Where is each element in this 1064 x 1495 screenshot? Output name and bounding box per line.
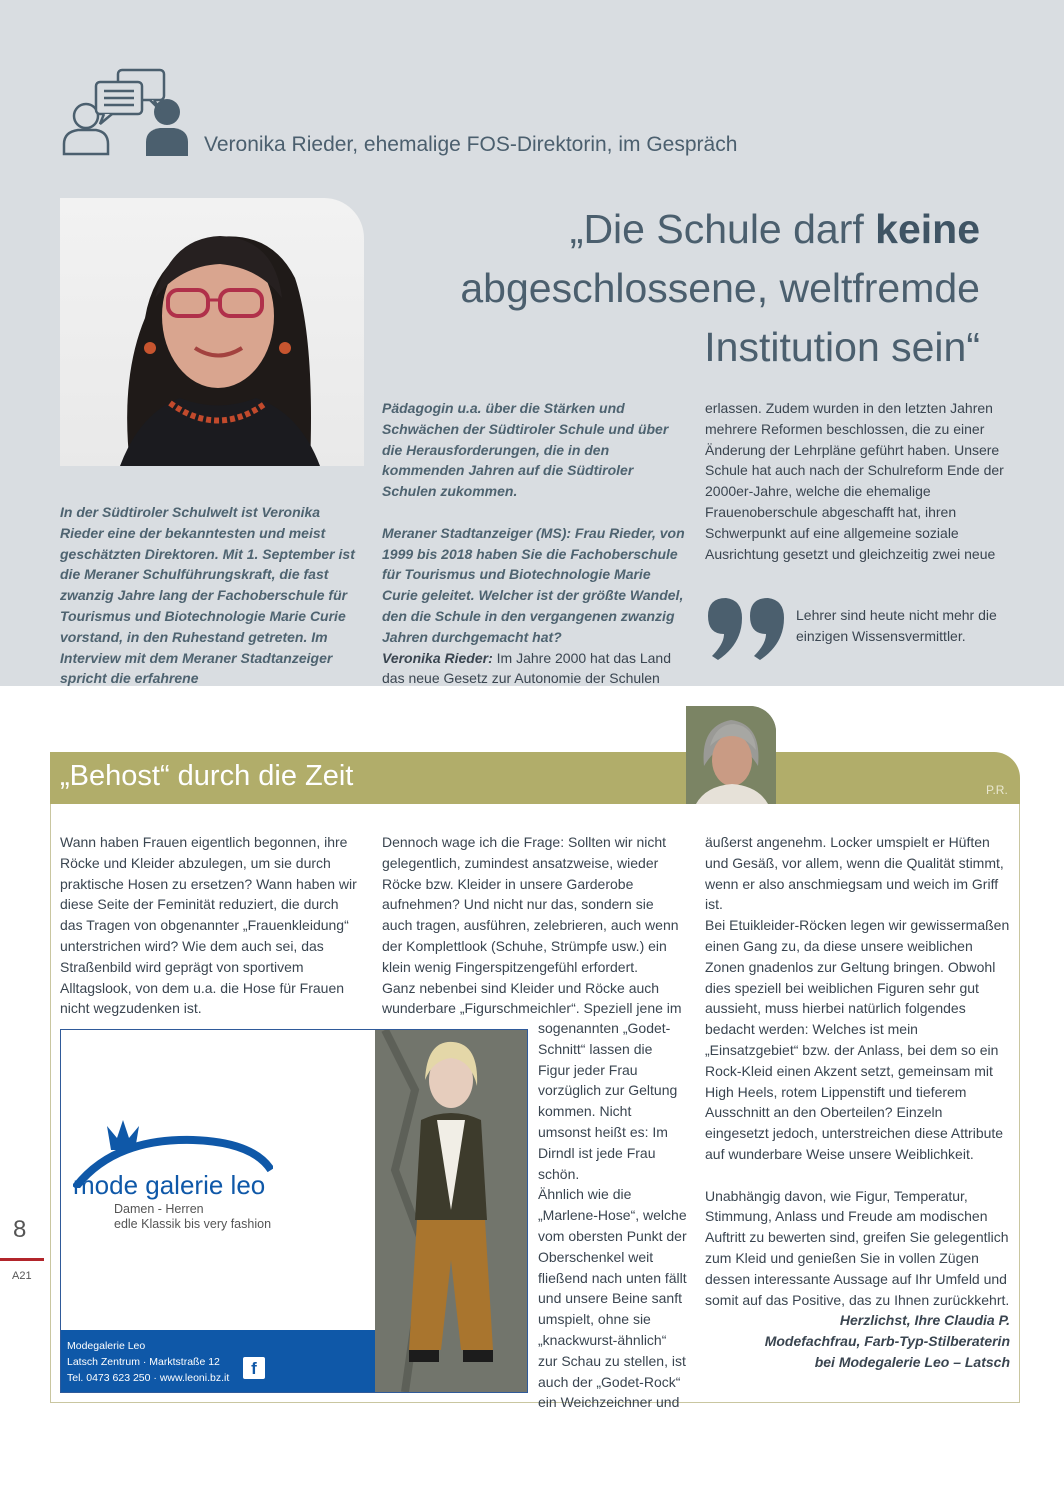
column-3-paragraph-1: äußerst angenehm. Locker umspielt er Hüften und Gesäß, vor allem, wenn die Qualität stimmt, wenn er also anschmiegsam und weich im Griff ist. [705,834,1004,913]
title-bold: keine [875,206,980,252]
signature-line-1: Herzlichst, Ihre Claudia P. [839,1312,1010,1329]
ad-subtitle-1: Damen - Herren [114,1202,204,1216]
speaker-label: Veronika Rieder: [382,649,493,666]
column-2-paragraph-1: Dennoch wage ich die Frage: Sollten wir nicht gelegentlich, zumindest ansatzweise, wieder Röcke bzw. Kleider in unsere Garderobe aufnehmen? Und nicht nur das, sondern sie auch tragen, ausführen, zelebrieren, auch wenn der Komplettlook (Schuhe, Strümpfe usw.) ein klein wenig Fingerspitzengefühl erfordert. [382,834,679,975]
ad-model-photo [375,1030,527,1392]
ad-footer-line-1: Modegalerie Leo [67,1340,146,1352]
article-column-1 [60,832,360,1019]
article-column-3 [705,832,1010,1373]
facebook-icon[interactable]: f [243,1357,265,1379]
advertisement-mode-galerie-leo[interactable] [60,1029,528,1393]
intro-mid-1: Pädagogin u.a. über die Stärken und Schwächen der Südtiroler Schule und über die Herausforderungen, die in den kommenden Jahren auf die Südtiroler Schulen zukommen. [382,400,669,500]
article-title: „Behost“ durch die Zeit [60,760,354,792]
answer-start: Im Jahre 2000 hat das Land das neue Gesetz zur Autonomie der Schulen [382,649,671,687]
interview-answer [382,648,688,690]
signature-line-2: Modefachfrau, Farb-Typ-Stilberaterin [764,1333,1010,1350]
column-1-text: Wann haben Frauen eigentlich begonnen, ihre Röcke und Kleider abzulegen, um sie durch praktische Hosen zu ersetzen? Wann haben wir diese Seite der Feminität reduziert, die durch das Tragen von obgenannter „Frauenkleidung“ unterstrichen wird? Wie dem auch sei, das Straßenbild wird geprägt von sportivem Alltagslook, von dem u.a. die Hose für Frauen nicht wegzudenken ist. [60,834,357,1017]
title-part-2: abgeschlossene, weltfremde Institution sein“ [460,265,980,370]
portrait-photo [60,198,364,466]
title-part-1: „Die Schule darf [569,206,876,252]
interview-header: Veronika Rieder, ehemalige FOS-Direktorin, im Gespräch [204,133,738,156]
article-column-2-narrow [538,1018,688,1413]
intro-mid-column [382,398,688,689]
pull-quote: Lehrer sind heute nicht mehr die einzigen Wissensvermittler. [796,607,997,644]
ad-footer [61,1330,375,1392]
column-3-paragraph-2: Bei Etuikleider-Röcken legen wir gewissermaßen einen Gang zu, da diese unsere weiblichen Zonen gnadenlos zur Geltung bringen. Obwohl dies speziell bei weiblichen Figuren sehr gut aussieht, muss hierbei natürlich folgendes bedacht werden: Welches ist mein „Einsatzgebiet“ bzw. der Anlass, bei dem so ein Rock-Kleid einen Akzent setzt, gemeinsam mit High Heels, rotem Lippenstift und tieferem Ausschnitt an den Oberteilen? Einzeln eingesetzt jedoch, unterstreichen diese Attribute auf wunderbare Weise unsere Weiblichkeit. [705,917,1010,1162]
answer-continued: erlassen. Zudem wurden in den letzten Jahren mehrere Reformen beschlossen, die zu einer Änderung der Lehrpläne geführt haben. Unsere Schule hat auch nach der Schulreform Ende der 2000er-Jahre, welche die ehemalige Frauenoberschule abgeschafft hat, ihren Schwerpunkt auf eine allgemeine soziale Ausrichtung gesetzt und gleichzeitig zwei neue [705,400,1004,562]
signature-line-3: bei Modegalerie Leo – Latsch [814,1353,1010,1370]
column-2b-paragraph-1: sogenannten „Godet-Schnitt“ lassen die Figur jeder Frau vorzüglich zur Geltung kommen. Nicht umsonst heißt es: Im Dirndl ist jede Frau schön. [538,1020,678,1182]
column-2b-paragraph-2: Ähnlich wie die „Marlene-Hose“, welche vom obersten Punkt der Oberschenkel weit fließend nach unten fällt und unsere Beine sanft umspielt, ohne sie „knackwurst-ähnlich“ zur Schau zu stellen, ist auch der „Godet-Rock“ ein Weichzeichner und [538,1186,687,1411]
ad-subtitle-2: edle Klassik bis very fashion [114,1217,272,1231]
author-photo [686,706,776,804]
page-divider [0,1258,44,1261]
ad-footer-line-3: Tel. 0473 623 250 · www.leoni.bz.it [67,1372,230,1384]
page-code: A21 [12,1270,32,1282]
ad-subtitle [114,1202,271,1232]
intro-left-text: In der Südtiroler Schulwelt ist Veronika Rieder eine der bekanntesten und meist geschätzten Direktoren. Mit 1. September ist die Meraner Schulführungskraft, die fast zwanzig Jahre lang der Fachoberschule für Tourismus und Biotechnologie Marie Curie vorstand, in den Ruhestand getreten. Im Interview mit dem Meraner Stadtanzeiger spricht die erfahrene [60,504,355,687]
page-number: 8 [13,1216,27,1243]
column-3-paragraph-3: Unabhängig davon, wie Figur, Temperatur, Stimmung, Anlass und Freude am modischen Auftritt zu bewerten sind, greifen Sie gelegentlich zum Kleid und genießen Sie in vollen Zügen dessen interessante Aussage auf Ihr Umfeld und somit auf das Positive, das zu Ihnen zurückkehrt. [705,1187,1010,1308]
ad-contact [67,1338,229,1386]
ad-footer-line-2: Latsch Zentrum · Marktstraße 12 [67,1356,220,1368]
conversation-icon [60,68,192,160]
column-2-paragraph-2: Ganz nebenbei sind Kleider und Röcke auch wunderbare „Figurschmeichler“. Speziell jene im [382,979,682,1017]
quote-mark-icon [706,596,786,662]
interview-title [370,200,980,377]
pr-label: P.R. [986,783,1008,797]
article-column-2 [382,832,682,1019]
ad-brand: mode galerie leo [73,1170,266,1200]
interview-question: Meraner Stadtanzeiger (MS): Frau Rieder, von 1999 bis 2018 haben Sie die Fachoberschule für Tourismus und Biotechnologie Marie Curie geleitet. Welcher ist der größte Wandel, den die Schule in den vergangenen zwanzig Jahren durchgemacht hat? [382,524,685,645]
